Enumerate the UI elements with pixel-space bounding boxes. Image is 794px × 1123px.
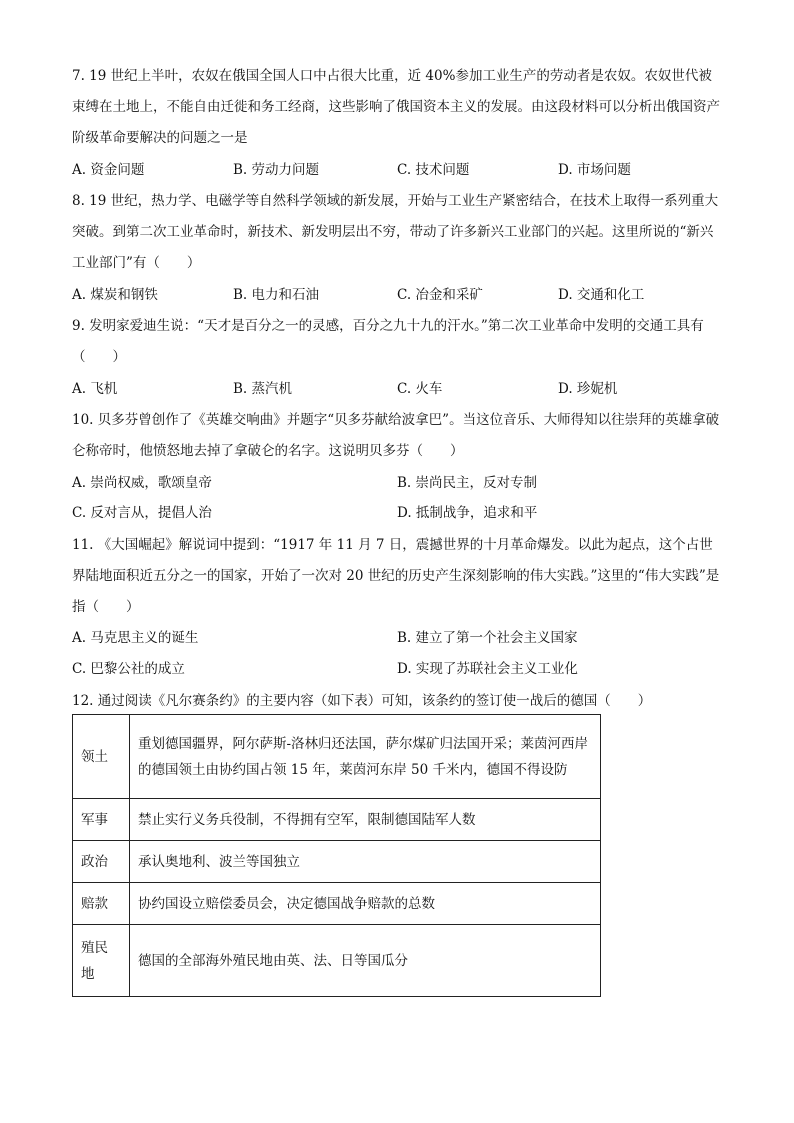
- row-content: 协约国设立赔偿委员会，决定德国战争赔款的总数: [130, 883, 601, 925]
- row-header: 领土: [73, 715, 130, 799]
- option-a[interactable]: A. 崇尚权威，歌颂皇帝: [72, 475, 212, 491]
- option-a[interactable]: A. 煤炭和钢铁: [72, 287, 158, 303]
- question-11-options-row2: [72, 655, 724, 683]
- option-c[interactable]: C. 巴黎公社的成立: [72, 661, 185, 677]
- option-d[interactable]: D. 实现了苏联社会主义工业化: [397, 661, 578, 677]
- question-8-stem: 8. 19 世纪，热力学、电磁学等自然科学领域的新发展，开始与工业生产紧密结合，在技术上取得一系列重大突破。到第二次工业革命时，新技术、新发明层出不穷，带动了许多新兴工业部门的兴起。这里所说的“新兴工业部门”有（ ）: [72, 193, 719, 271]
- question-10-options-row2: [72, 499, 724, 527]
- option-c[interactable]: C. 火车: [397, 381, 443, 397]
- option-b[interactable]: B. 蒸汽机: [233, 381, 293, 397]
- question-9-options: [72, 375, 724, 403]
- question-7-stem: 7. 19 世纪上半叶，农奴在俄国全国人口中占很大比重，近 40%参加工业生产的劳动者是农奴。农奴世代被束缚在土地上，不能自由迁徙和务工经商，这些影响了俄国资本主义的发展。由这段材料可以分析出俄国资产阶级革命要解决的问题之一是: [72, 68, 720, 146]
- option-a[interactable]: A. 马克思主义的诞生: [72, 630, 199, 646]
- question-11-stem: 11. 《大国崛起》解说词中提到：“1917 年 11 月 7 日，震撼世界的十月革命爆发。以此为起点，这个占世界陆地面积近五分之一的国家，开始了一次对 20 世纪的历史产生深刻影响的伟大实践。”这里的“伟大实践”是指（ ）: [72, 537, 720, 615]
- option-b[interactable]: B. 建立了第一个社会主义国家: [397, 630, 578, 646]
- row-header: 殖民地: [73, 925, 130, 997]
- option-d[interactable]: D. 交通和化工: [558, 287, 645, 303]
- table-row: [73, 883, 601, 925]
- question-10-options-row1: [72, 469, 724, 497]
- question-12-stem: 12. 通过阅读《凡尔赛条约》的主要内容（如下表）可知，该条约的签订使一战后的德国（ ）: [72, 693, 652, 709]
- option-b[interactable]: B. 劳动力问题: [233, 162, 320, 178]
- table-row: [73, 799, 601, 841]
- row-header: 军事: [73, 799, 130, 841]
- row-header: 赔款: [73, 883, 130, 925]
- table-row: [73, 715, 601, 799]
- option-b[interactable]: B. 崇尚民主，反对专制: [397, 475, 538, 491]
- question-8-options: [72, 281, 724, 309]
- option-b[interactable]: B. 电力和石油: [233, 287, 320, 303]
- versailles-treaty-table: [72, 714, 601, 997]
- row-content: 德国的全部海外殖民地由英、法、日等国瓜分: [130, 925, 601, 997]
- option-a[interactable]: A. 飞机: [72, 381, 118, 397]
- option-d[interactable]: D. 珍妮机: [558, 381, 618, 397]
- option-d[interactable]: D. 市场问题: [558, 162, 631, 178]
- question-7-options: [72, 156, 724, 184]
- option-c[interactable]: C. 技术问题: [397, 162, 470, 178]
- row-content: 重划德国疆界，阿尔萨斯-洛林归还法国，萨尔煤矿归法国开采；莱茵河西岸的德国领土由协约国占领 15 年，莱茵河东岸 50 千米内，德国不得设防: [130, 715, 601, 799]
- option-a[interactable]: A. 资金问题: [72, 162, 145, 178]
- question-9-stem: 9. 发明家爱迪生说：“天才是百分之一的灵感，百分之九十九的汗水。”第二次工业革命中发明的交通工具有（ ）: [72, 318, 704, 365]
- option-c[interactable]: C. 冶金和采矿: [397, 287, 483, 303]
- row-content: 承认奥地利、波兰等国独立: [130, 841, 601, 883]
- question-10-stem: 10. 贝多芬曾创作了《英雄交响曲》并题字“贝多芬献给波拿巴”。当这位音乐、大师得知以往崇拜的英雄拿破仑称帝时，他愤怒地去掉了拿破仑的名字。这说明贝多芬（ ）: [72, 412, 720, 459]
- option-d[interactable]: D. 抵制战争，追求和平: [397, 505, 538, 521]
- option-c[interactable]: C. 反对言从，提倡人治: [72, 505, 212, 521]
- row-header: 政治: [73, 841, 130, 883]
- row-content: 禁止实行义务兵役制，不得拥有空军，限制德国陆军人数: [130, 799, 601, 841]
- table-row: [73, 925, 601, 997]
- question-11-options-row1: [72, 624, 724, 652]
- table-row: [73, 841, 601, 883]
